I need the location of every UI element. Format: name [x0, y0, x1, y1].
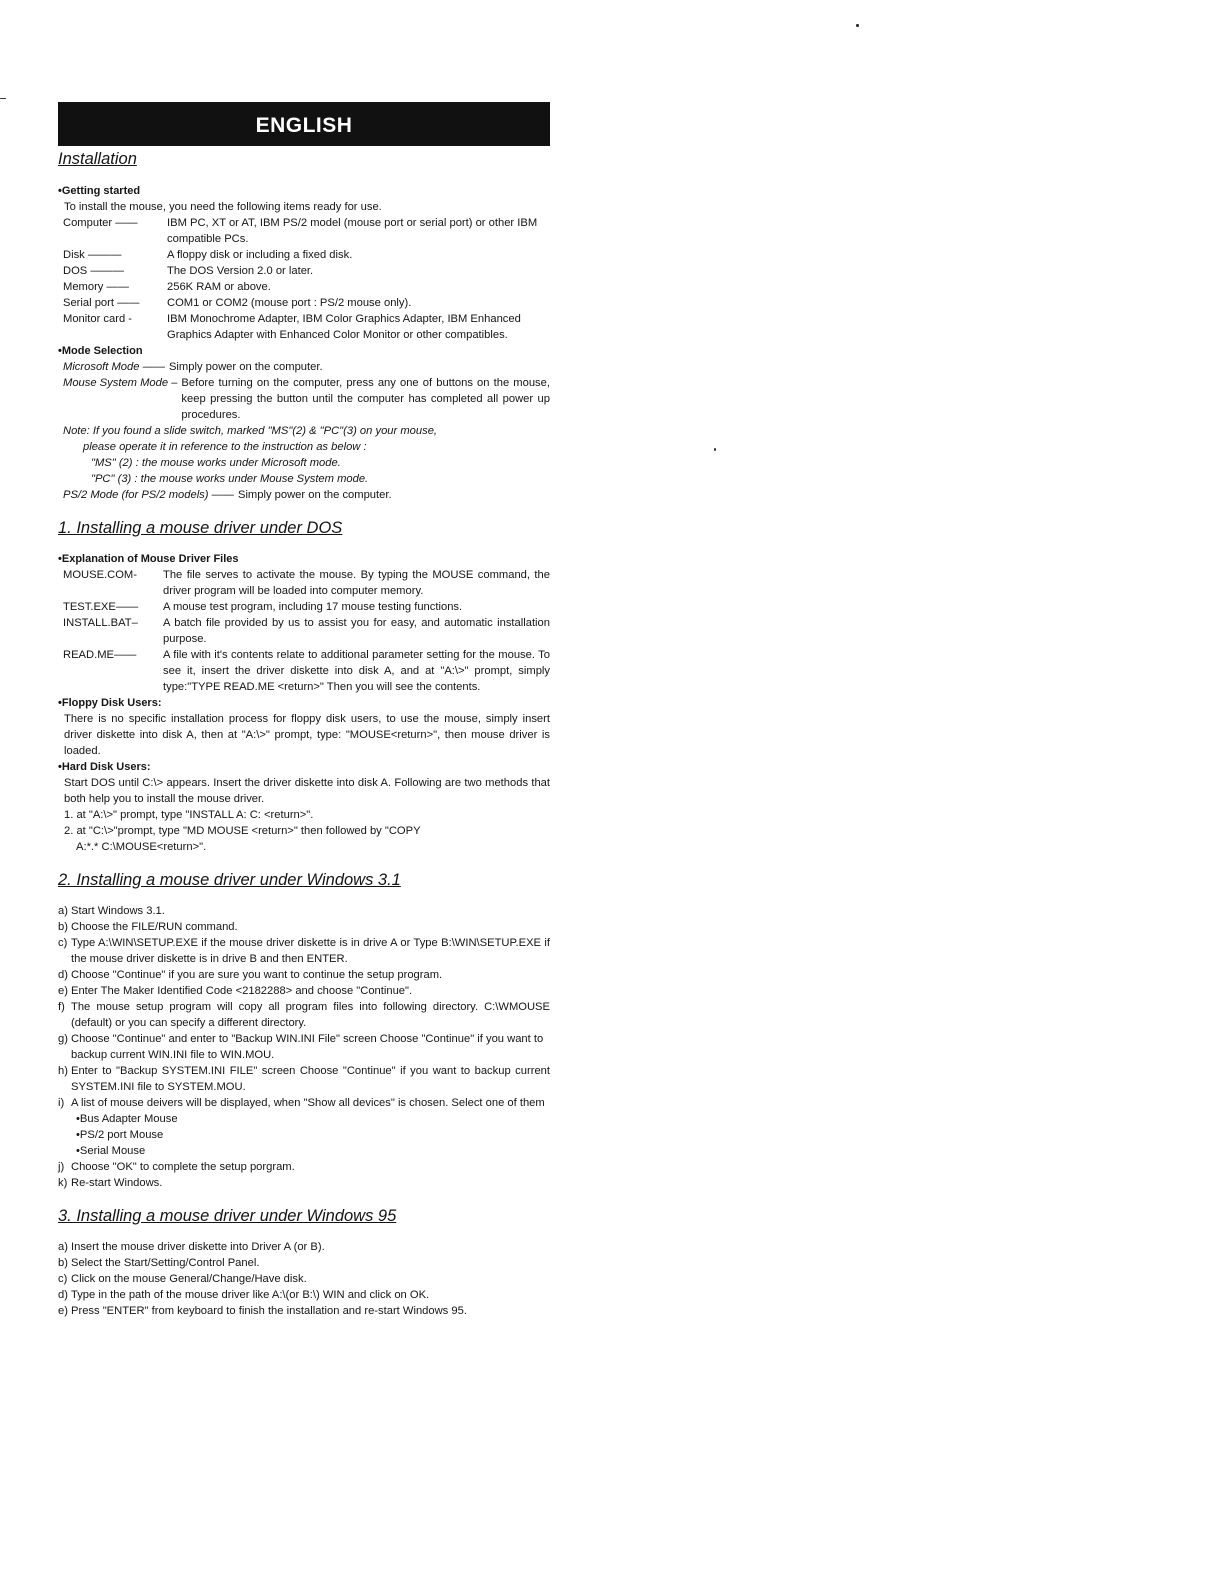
scan-speck: [714, 448, 716, 451]
mouse-system-mode-label: Mouse System Mode –: [63, 377, 178, 389]
requirements-list: [58, 215, 550, 343]
requirement-text: IBM Monochrome Adapter, IBM Color Graphics Adapter, IBM Enhanced Graphics Adapter with Enhanced Color Monitor or other compatibles.: [167, 313, 521, 341]
section-win31-title: 2. Installing a mouse driver under Windows 3.1: [58, 871, 401, 889]
driver-file-desc: The file serves to activate the mouse. By typing the MOUSE command, the driver program will be loaded into computer memory.: [163, 569, 550, 597]
step-label: k): [58, 1177, 68, 1189]
ps2-mode-text: Simply power on the computer.: [237, 489, 392, 501]
step-text: Press "ENTER" from keyboard to finish the installation and re-start Windows 95.: [71, 1305, 467, 1317]
switch-note-cont: please operate it in reference to the instruction as below :: [83, 441, 367, 453]
win31-step: [58, 919, 550, 935]
step-label: d): [58, 1289, 68, 1301]
step-text: Type in the path of the mouse driver like A:\(or B:\) WIN and click on OK.: [71, 1289, 430, 1301]
win95-step: [58, 1239, 550, 1255]
getting-started-intro: To install the mouse, you need the following items ready for use.: [64, 201, 382, 213]
step-label: b): [58, 921, 68, 933]
step-text: Choose "Continue" and enter to "Backup WIN.INI File" screen Choose "Continue" if you want to backup current WIN.INI file to WIN.MOU.: [71, 1033, 544, 1061]
driver-files-heading: • Explanation of Mouse Driver Files: [58, 551, 550, 567]
step-label: c): [58, 937, 68, 949]
driver-files-list: [58, 567, 550, 695]
requirement-text: IBM PC, XT or AT, IBM PS/2 model (mouse port or serial port) or other IBM compatible PCs.: [167, 217, 538, 245]
step-label: a): [58, 1241, 68, 1253]
win31-step: [58, 967, 550, 983]
requirement-label: Memory ——: [63, 281, 129, 293]
step-label: e): [58, 985, 68, 997]
microsoft-mode-row: [58, 359, 550, 375]
mouse-system-mode-row: [58, 375, 550, 423]
hard-disk-step: A:*.* C:\MOUSE<return>".: [76, 841, 207, 853]
step-text: The mouse setup program will copy all program files into following directory. C:\WMOUSE (default) or you can specify a different directory.: [71, 1001, 550, 1029]
step-label: c): [58, 1273, 68, 1285]
driver-file-name: MOUSE.COM-: [63, 569, 137, 581]
step-text: Choose "Continue" if you are sure you want to continue the setup program.: [71, 969, 443, 981]
ps2-mode-row: [58, 487, 550, 503]
step-label: d): [58, 969, 68, 981]
driver-file-name: INSTALL.BAT–: [63, 617, 138, 629]
requirement-row: [58, 247, 550, 263]
step-text: Insert the mouse driver diskette into Driver A (or B).: [71, 1241, 325, 1253]
microsoft-mode-label: Microsoft Mode ——: [63, 361, 165, 373]
step-text: Select the Start/Setting/Control Panel.: [71, 1257, 260, 1269]
driver-file-name: READ.ME——: [63, 649, 137, 661]
win31-step: [58, 1063, 550, 1095]
win31-steps: [58, 903, 550, 1191]
step-label: j): [58, 1161, 65, 1173]
driver-file-row: [58, 615, 550, 647]
step-text: Click on the mouse General/Change/Have disk.: [71, 1273, 307, 1285]
win31-step: [58, 935, 550, 967]
step-text: Choose "OK" to complete the setup porgram.: [71, 1161, 295, 1173]
section-dos-title: 1. Installing a mouse driver under DOS: [58, 519, 343, 537]
requirement-text: The DOS Version 2.0 or later.: [167, 265, 314, 277]
step-text: Enter to "Backup SYSTEM.INI FILE" screen Choose "Continue" if you want to backup current SYSTEM.INI file to SYSTEM.MOU.: [71, 1065, 550, 1093]
switch-note-pc: "PC" (3) : the mouse works under Mouse System mode.: [91, 473, 369, 485]
win95-step: [58, 1271, 550, 1287]
ps2-mode-label: PS/2 Mode (for PS/2 models) ——: [63, 489, 234, 501]
hard-disk-step: 2. at "C:\>"prompt, type "MD MOUSE <return>" then followed by "COPY: [64, 825, 421, 837]
mode-selection-heading: • Mode Selection: [58, 343, 550, 359]
requirement-label: Disk ———: [63, 249, 122, 261]
win95-step: [58, 1255, 550, 1271]
switch-note: Note: If you found a slide switch, marked "MS"(2) & "PC"(3) on your mouse,: [63, 425, 438, 437]
switch-note-ms: "MS" (2) : the mouse works under Microsoft mode.: [91, 457, 341, 469]
device-option: • PS/2 port Mouse: [58, 1127, 550, 1143]
requirement-text: 256K RAM or above.: [167, 281, 271, 293]
win95-step: [58, 1287, 550, 1303]
scan-speck: [856, 24, 859, 27]
step-text: Re-start Windows.: [71, 1177, 163, 1189]
step-text: Start Windows 3.1.: [71, 905, 165, 917]
step-label: i): [58, 1097, 65, 1109]
driver-file-row: [58, 647, 550, 695]
microsoft-mode-text: Simply power on the computer.: [168, 361, 323, 373]
driver-file-row: [58, 599, 550, 615]
step-label: f): [58, 1001, 65, 1013]
step-text: Enter The Maker Identified Code <2182288> and choose "Continue".: [71, 985, 413, 997]
requirement-label: Computer ——: [63, 217, 138, 229]
step-label: a): [58, 905, 68, 917]
win31-step: [58, 1095, 550, 1111]
hard-disk-text: Start DOS until C:\> appears. Insert the driver diskette into disk A. Following are two methods that both help you to install the mouse driver.: [64, 777, 550, 805]
requirement-label: Monitor card -: [63, 313, 133, 325]
step-label: e): [58, 1305, 68, 1317]
floppy-text: There is no specific installation process for floppy disk users, to use the mouse, simply insert driver diskette into disk A, then at "A:\>" prompt, type: "MOUSE<return>", then mouse driver is loaded.: [64, 713, 550, 757]
win31-step: [58, 1159, 550, 1175]
win31-step: [58, 983, 550, 999]
requirement-text: COM1 or COM2 (mouse port : PS/2 mouse only).: [167, 297, 412, 309]
device-option: • Bus Adapter Mouse: [58, 1111, 550, 1127]
driver-file-desc: A mouse test program, including 17 mouse testing functions.: [163, 601, 463, 613]
win31-step: [58, 1175, 550, 1191]
requirement-row: [58, 311, 550, 343]
driver-file-row: [58, 567, 550, 599]
requirement-row: [58, 263, 550, 279]
step-text: A list of mouse deivers will be displayed, when "Show all devices" is chosen. Select one of them: [71, 1097, 545, 1109]
requirement-text: A floppy disk or including a fixed disk.: [167, 249, 353, 261]
hard-disk-step: 1. at "A:\>" prompt, type "INSTALL A: C: <return>".: [64, 809, 314, 821]
requirement-row: [58, 215, 550, 247]
installation-title: Installation: [58, 150, 137, 168]
section-win95-title: 3. Installing a mouse driver under Windows 95: [58, 1207, 397, 1225]
win31-step: [58, 1031, 550, 1063]
driver-file-desc: A file with it's contents relate to additional parameter setting for the mouse. To see it, insert the driver diskette into disk A, and at "A:\>" prompt, simply type:"TYPE READ.ME <return>" Then you will see the contents.: [163, 649, 550, 693]
device-option: • Serial Mouse: [58, 1143, 550, 1159]
requirement-row: [58, 295, 550, 311]
step-text: Choose the FILE/RUN command.: [71, 921, 238, 933]
win95-steps: [58, 1239, 550, 1319]
getting-started-heading: • Getting started: [58, 183, 550, 199]
win95-step: [58, 1303, 550, 1319]
step-label: b): [58, 1257, 68, 1269]
hard-disk-heading: • Hard Disk Users:: [58, 759, 550, 775]
step-label: h): [58, 1065, 68, 1077]
step-label: g): [58, 1033, 68, 1045]
scan-speck: [0, 98, 6, 99]
language-banner: ENGLISH: [58, 102, 550, 146]
floppy-heading: • Floppy Disk Users:: [58, 695, 550, 711]
step-text: Type A:\WIN\SETUP.EXE if the mouse driver diskette is in drive A or Type B:\WIN\SETUP.EXE if the mouse driver diskette is in drive B and then ENTER.: [71, 937, 550, 965]
requirement-row: [58, 279, 550, 295]
requirement-label: DOS ———: [63, 265, 124, 277]
driver-file-name: TEST.EXE——: [63, 601, 139, 613]
manual-page: [58, 102, 550, 1319]
mouse-system-mode-text: Before turning on the computer, press any one of buttons on the mouse, keep pressing the button until the computer has completed all power up procedures.: [181, 377, 550, 421]
win31-step: [58, 903, 550, 919]
driver-file-desc: A batch file provided by us to assist you for easy, and automatic installation purpose.: [163, 617, 550, 645]
win31-step: [58, 999, 550, 1031]
requirement-label: Serial port ——: [63, 297, 140, 309]
